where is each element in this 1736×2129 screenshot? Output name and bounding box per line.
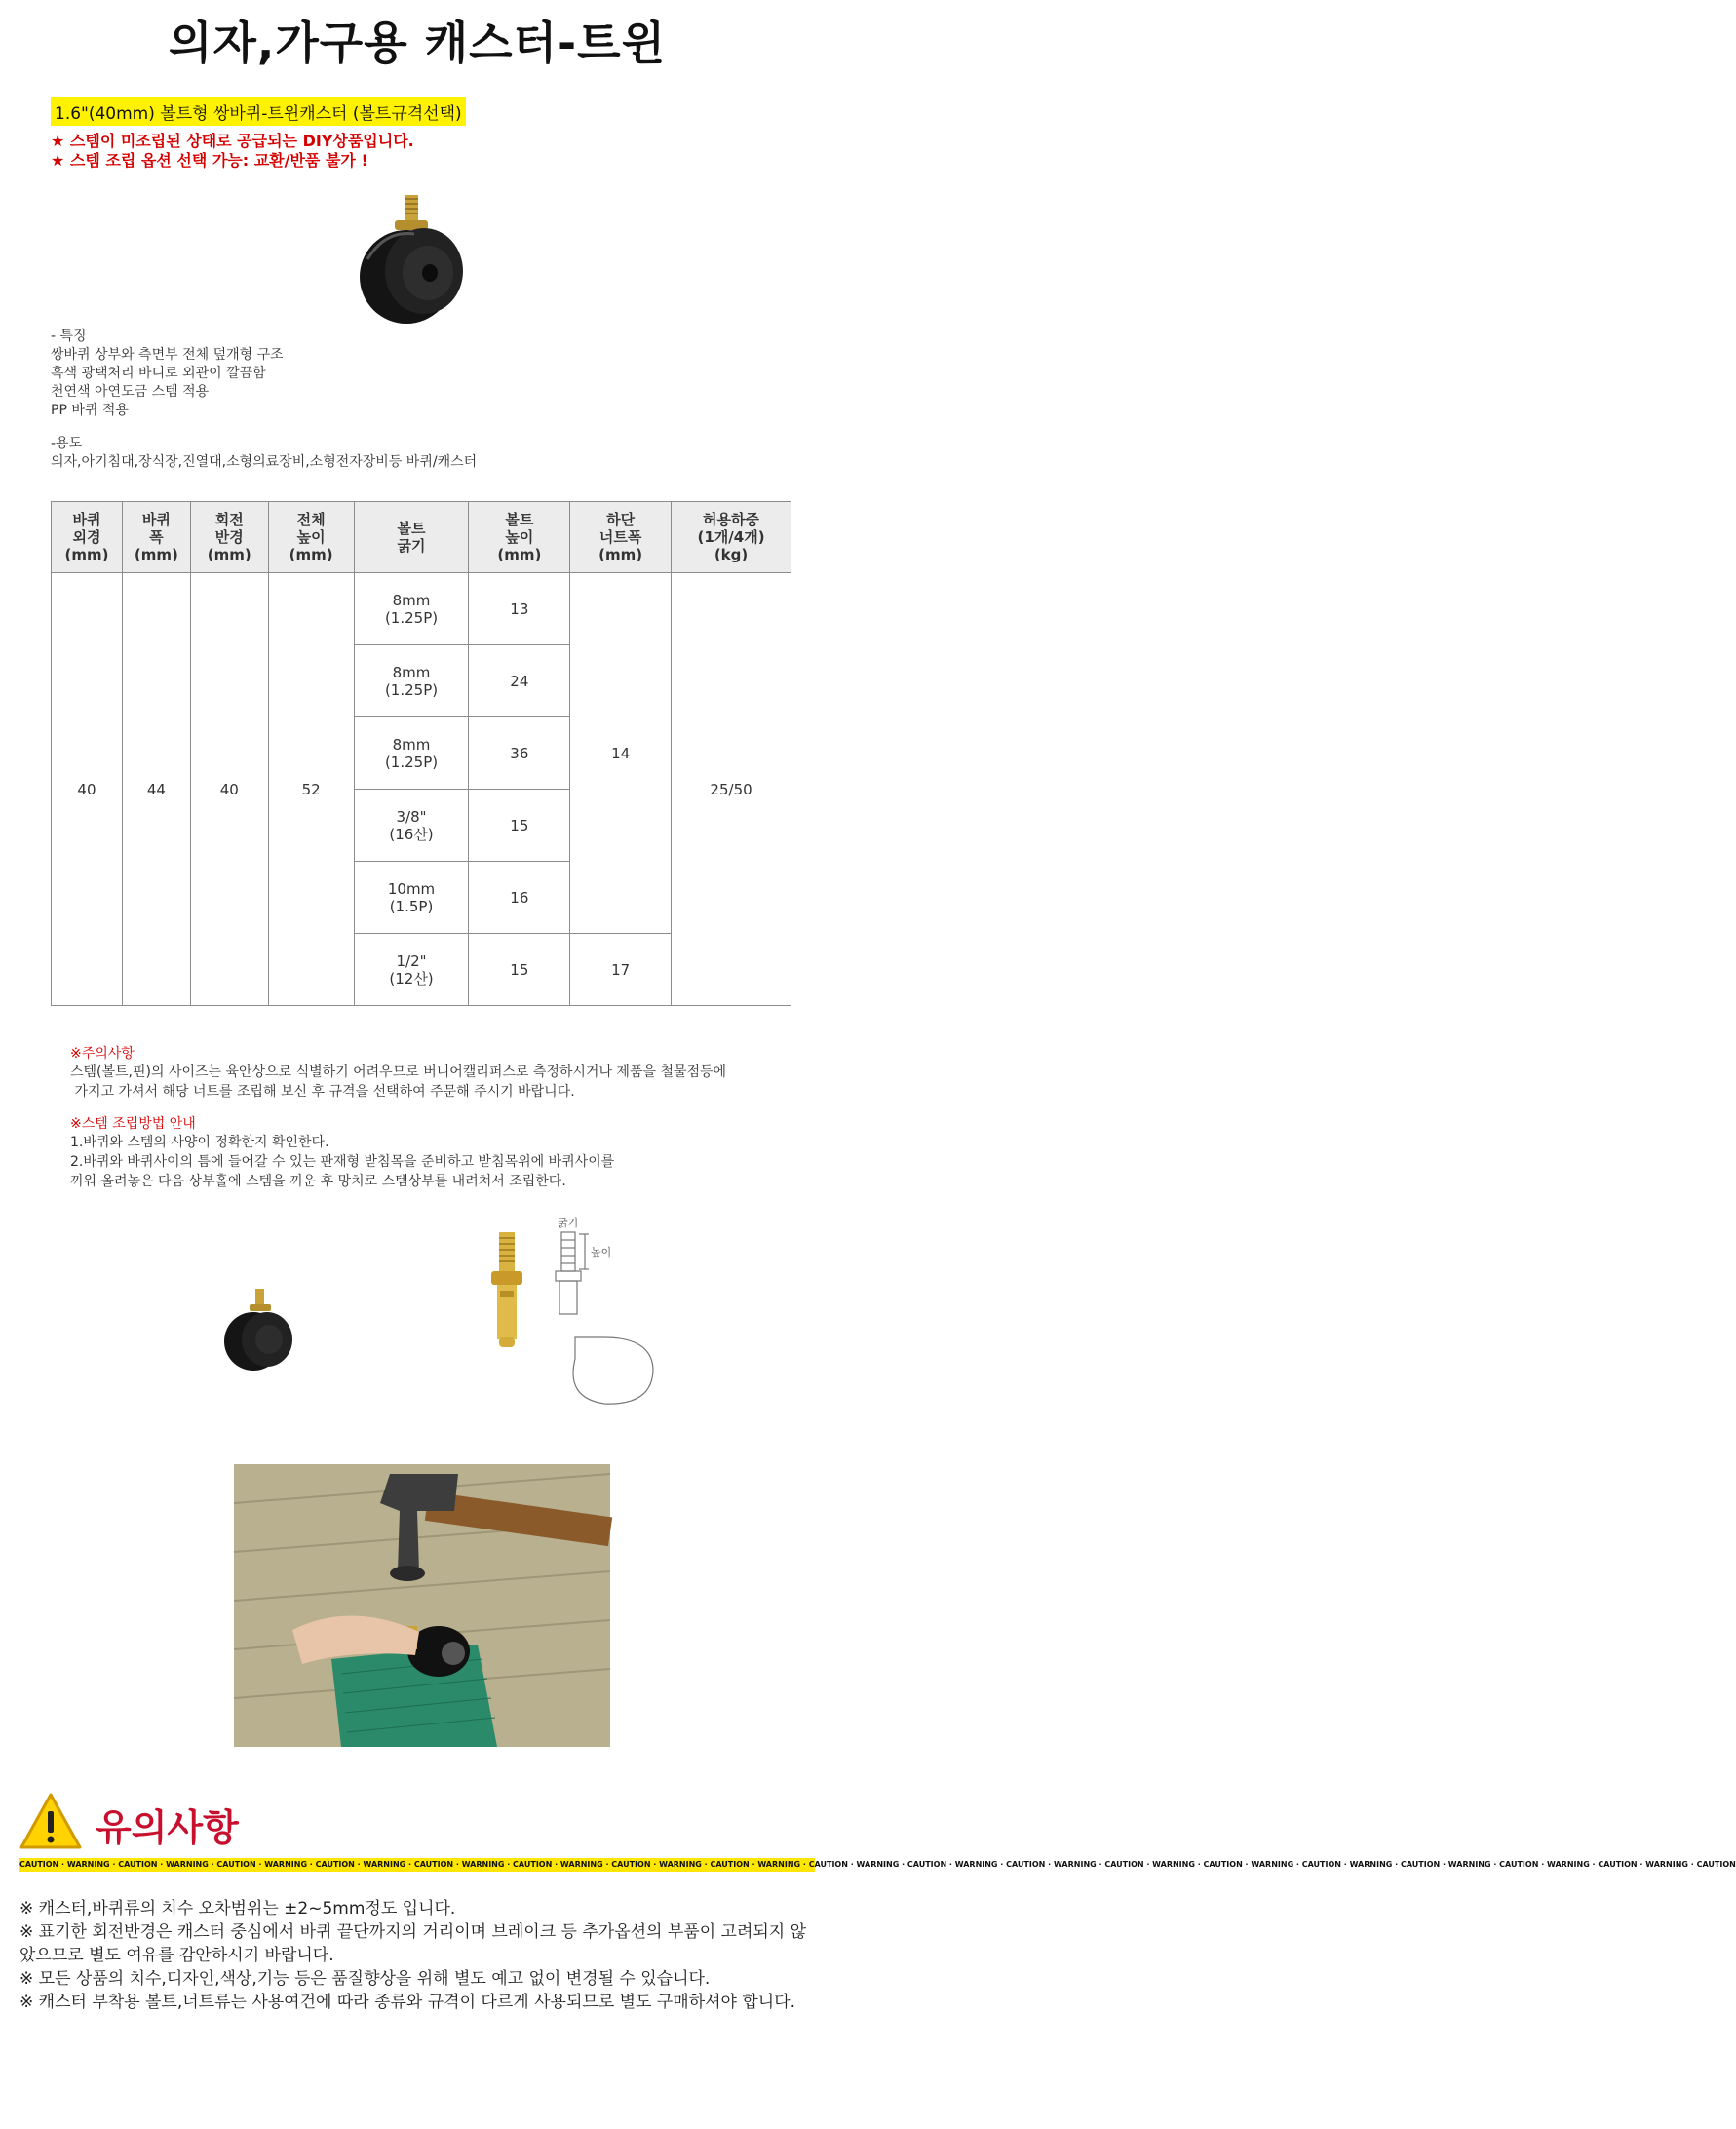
- cell-bolt: 3/8" (16산): [354, 790, 469, 862]
- header-nut-width: 하단 너트폭 (mm): [570, 502, 672, 573]
- stem-option-notice: ★ 스템 조립 옵션 선택 가능: 교환/반품 불가 !: [51, 151, 368, 170]
- cell-bolt-height: 15: [469, 790, 570, 862]
- header-wheel-dia: 바퀴 외경 (mm): [52, 502, 123, 573]
- warning-line: ※ 모든 상품의 치수,디자인,색상,기능 등은 품질향상을 위해 별도 예고 없이 변경될 수 있습니다.: [19, 1969, 711, 1989]
- product-subtitle: 1.6"(40mm) 볼트형 쌍바퀴-트윈캐스터 (볼트규격선택): [51, 97, 466, 126]
- assembly-line: 끼워 올려놓은 다음 상부홀에 스템을 끼운 후 망치로 스템상부를 내려쳐서 조립한다.: [70, 1174, 566, 1189]
- cell-bolt-height: 13: [469, 573, 570, 645]
- caster-small-image: [216, 1285, 304, 1373]
- header-swivel-radius: 회전 반경 (mm): [190, 502, 268, 573]
- page-title: 의자,가구용 캐스터-트윈: [169, 17, 666, 69]
- header-total-height: 전체 높이 (mm): [268, 502, 354, 573]
- cell-swivel-radius: 40: [190, 573, 268, 1006]
- cell-bolt-height: 16: [469, 862, 570, 934]
- header-bolt-thickness: 볼트 굵기: [354, 502, 469, 573]
- stem-diagram: [546, 1213, 682, 1417]
- caution-line: 가지고 가셔서 해당 너트를 조립해 보신 후 규격을 선택하여 주문해 주시기 바랍니다.: [70, 1084, 575, 1100]
- cell-load: 25/50: [672, 573, 791, 1006]
- warning-triangle-icon: [19, 1792, 82, 1850]
- cell-total-height: 52: [268, 573, 354, 1006]
- diy-notice: ★ 스템이 미조립된 상태로 공급되는 DIY상품입니다.: [51, 132, 414, 150]
- caster-product-image: [346, 191, 482, 328]
- warning-line: ※ 표기한 회전반경은 캐스터 중심에서 바퀴 끝단까지의 거리이며 브레이크 등 추가옵션의 부품이 고려되지 않았으므로 별도 여유를 감안하시기 바랍니다.: [19, 1922, 807, 1965]
- header-wheel-width: 바퀴 폭 (mm): [122, 502, 190, 573]
- diagram-label-height: 높이: [591, 1246, 612, 1258]
- stem-bolt-image: [478, 1230, 536, 1357]
- header-load: 허용하중 (1개/4개) (kg): [672, 502, 791, 573]
- features-text: - 특징 쌍바퀴 상부와 측면부 전체 덮개형 구조 흑색 광택처리 바디로 외관이 깔끔함 천연색 아연도금 스템 적용 PP 바퀴 적용: [51, 329, 284, 418]
- assembly-title: ※스템 조립방법 안내: [70, 1116, 196, 1132]
- cell-nut-width: 17: [570, 934, 672, 1006]
- cell-bolt: 1/2" (12산): [354, 934, 469, 1006]
- warning-line: ※ 캐스터 부착용 볼트,너트류는 사용여건에 따라 종류와 규격이 다르게 사용되므로 별도 구매하셔야 합니다.: [19, 1993, 796, 2012]
- table-row: [52, 573, 791, 645]
- assembly-line: 2.바퀴와 바퀴사이의 틈에 들어갈 수 있는 판재형 받침목을 준비하고 받침목위에 바퀴사이를: [70, 1154, 615, 1170]
- caution-warning-stripe: CAUTION · WARNING · CAUTION · WARNING · CAUTION · WARNING · CAUTION · WARNING · CAUTION · WARNING · CAUTION · WARNING · CAUTION · WARNING · CAUTION · WARNING · CAUTION · WARNING · CAUTION · WARNING · CAUTION · WARNING · CAUTION · WARNING · CAUTION · WARNING · CAUTION · WARNING · CAUTION · WARNING · CAUTION · WARNING · CAUTION · WARNING · CAUTION: [19, 1858, 815, 1872]
- cell-nut-width: 14: [570, 573, 672, 934]
- cell-bolt: 8mm (1.25P): [354, 717, 469, 790]
- warning-line: ※ 캐스터,바퀴류의 치수 오차범위는 ±2~5mm정도 입니다.: [19, 1899, 456, 1918]
- cell-bolt-height: 24: [469, 645, 570, 717]
- cell-bolt: 10mm (1.5P): [354, 862, 469, 934]
- warning-title: 유의사항: [96, 1806, 239, 1849]
- warning-list: [19, 1897, 815, 2014]
- assembly-line: 1.바퀴와 스템의 사양이 정확한지 확인한다.: [70, 1135, 329, 1150]
- cell-bolt-height: 15: [469, 934, 570, 1006]
- caution-title: ※주의사항: [70, 1046, 135, 1062]
- cell-bolt-height: 36: [469, 717, 570, 790]
- diagram-label-thickness: 굵기: [558, 1217, 579, 1229]
- cell-bolt: 8mm (1.25P): [354, 645, 469, 717]
- table-header-row: [52, 502, 791, 573]
- spec-table: [51, 501, 791, 1006]
- usage-text: -용도 의자,아기침대,장식장,진열대,소형의료장비,소형전자장비등 바퀴/캐스터: [51, 436, 478, 470]
- cell-wheel-dia: 40: [52, 573, 123, 1006]
- header-bolt-height: 볼트 높이 (mm): [469, 502, 570, 573]
- cell-wheel-width: 44: [122, 573, 190, 1006]
- caution-line: 스템(볼트,핀)의 사이즈는 육안상으로 식별하기 어려우므로 버니어캘리퍼스로 측정하시거나 제품을 철물점등에: [70, 1064, 727, 1080]
- assembly-photo: [234, 1464, 610, 1747]
- cell-bolt: 8mm (1.25P): [354, 573, 469, 645]
